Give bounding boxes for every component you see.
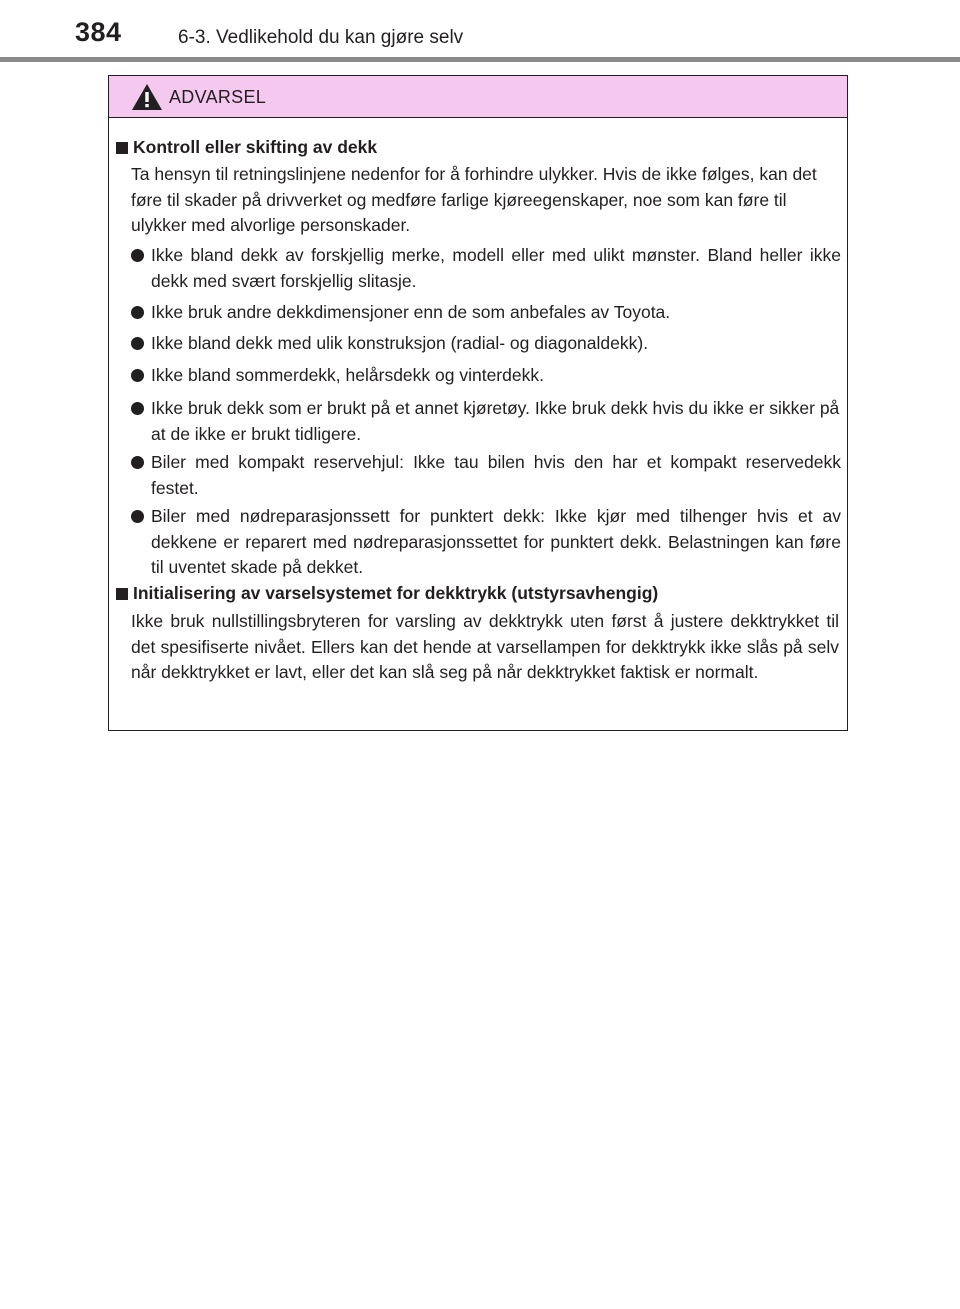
section-heading-text: Kontroll eller skifting av dekk [133,137,378,157]
section-intro: Ikke bruk nullstillingsbryteren for varsling av dekktrykk uten først å justere dekktrykket til det spesifiserte nivået. Ellers kan det hende at varsellampen for dekktrykk ikke slås på selv når dekktrykket er lavt, eller det kan slå seg på når dekktrykket faktisk er normalt. [131,611,839,682]
page-header [0,0,960,60]
circle-bullet-icon [131,510,144,523]
list-item [131,396,841,447]
section-heading-text: Initialisering av varselsystemet for dekktrykk (utstyrsavhengig) [133,583,659,603]
section-intro: Ta hensyn til retningslinjene nedenfor for å forhindre ulykker. Hvis de ikke følges, kan det føre til skader på drivverket og medføre farlige kjøreegenskaper, noe som kan føre til ulykker med alvorlige personskader. [131,164,817,235]
section-heading [114,137,377,158]
warning-triangle-icon [131,83,163,111]
list-item-text: Ikke bruk andre dekkdimensjoner enn de som anbefales av Toyota. [151,302,671,322]
list-item-text: Ikke bruk dekk som er brukt på et annet kjøretøy. Ikke bruk dekk hvis du ikke er sikker på at de ikke er brukt tidligere. [151,398,840,444]
circle-bullet-icon [131,402,144,415]
warning-box [108,75,848,731]
header-divider [0,57,960,62]
list-item [131,450,841,501]
list-item [131,504,841,581]
circle-bullet-icon [131,337,144,350]
list-item [131,363,841,389]
section-title: 6-3. Vedlikehold du kan gjøre selv [178,27,464,48]
page-number: 384 [75,17,122,47]
list-item-text: Biler med nødreparasjonssett for punktert dekk: Ikke kjør med tilhenger hvis et av dekkene er reparert med nødreparasjonssettet for punktert dekk. Belastningen kan føre til uventet skade på dekket. [151,506,841,577]
list-item-text: Ikke bland dekk med ulik konstruksjon (radial- og diagonaldekk). [151,333,649,353]
section-heading [114,583,658,604]
circle-bullet-icon [131,306,144,319]
list-item [131,300,841,326]
list-item-text: Ikke bland sommerdekk, helårsdekk og vinterdekk. [151,365,544,385]
circle-bullet-icon [131,456,144,469]
warning-title: ADVARSEL [169,87,267,107]
list-item [131,331,841,357]
warning-header [109,76,847,118]
circle-bullet-icon [131,249,144,262]
square-bullet-icon [116,142,128,154]
list-item-text: Biler med kompakt reservehjul: Ikke tau bilen hvis den har et kompakt reservedekk festet. [151,452,841,498]
square-bullet-icon [116,588,128,600]
list-item [131,243,841,294]
circle-bullet-icon [131,369,144,382]
list-item-text: Ikke bland dekk av forskjellig merke, modell eller med ulikt mønster. Bland heller ikke dekk med svært forskjellig slitasje. [151,245,841,291]
